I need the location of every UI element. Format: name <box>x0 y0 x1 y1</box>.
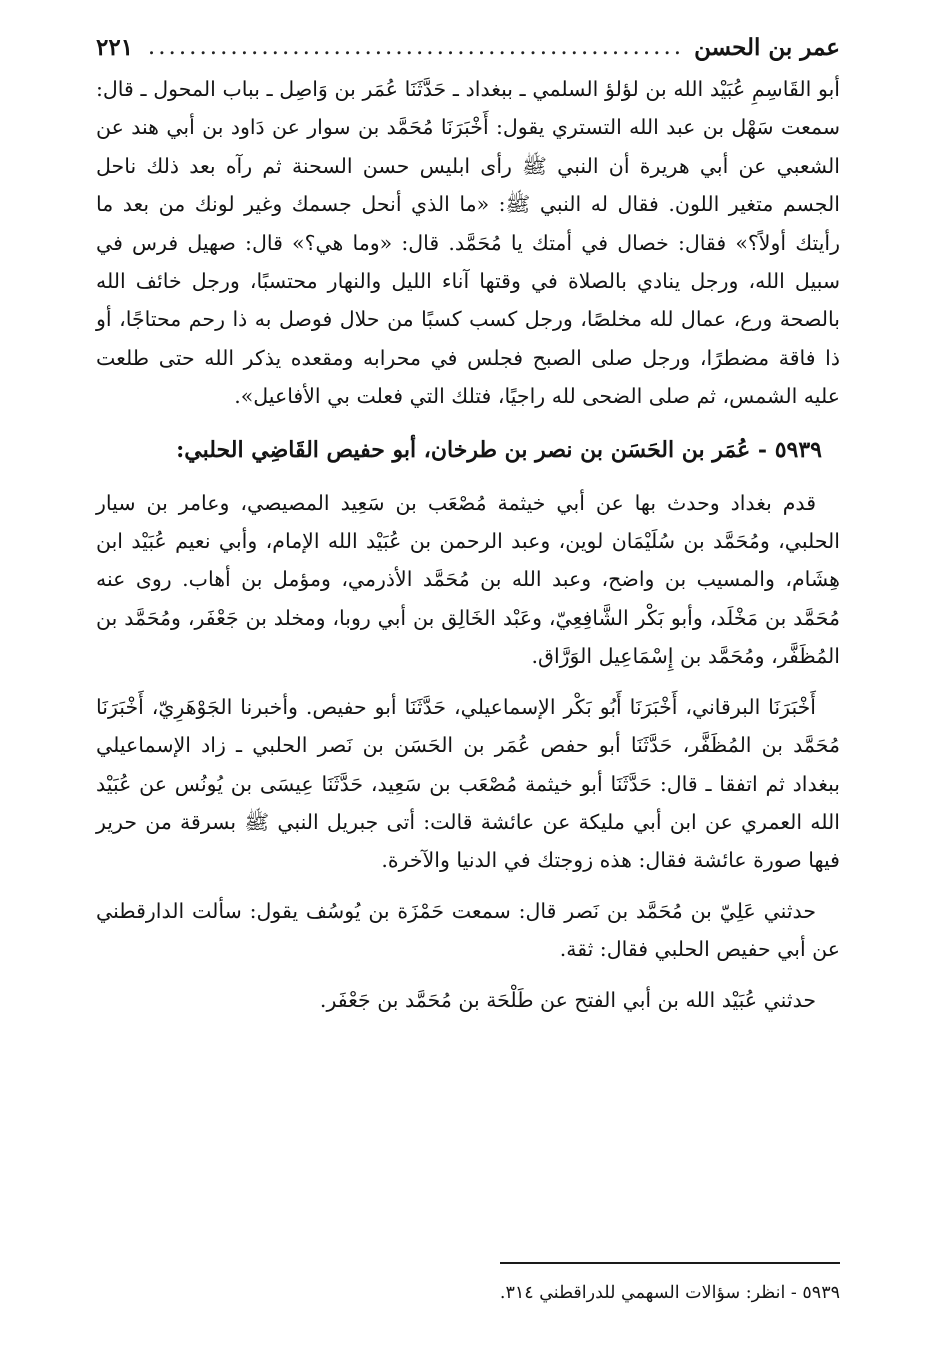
running-head-title: عمر بن الحسن <box>694 33 840 61</box>
grading-paragraph: حدثني عَلِيّ بن مُحَمَّد بن نَصر قال: سمعت حَمْزَة بن يُوسُف يقول: سألت الدارقطني عن أبي حفيص الحلبي فقال: ثقة. <box>96 898 840 962</box>
paragraph-gap <box>96 676 840 688</box>
paragraph-gap <box>96 880 840 892</box>
paragraph-gap <box>96 969 840 981</box>
running-head <box>96 30 840 64</box>
biography-paragraph: قدم بغداد وحدث بها عن أبي خيثمة مُصْعَب بن سَعِيد المصيصي، وعامر بن سيار الحلبي، ومُحَمَّد بن سُلَيْمَان لوين، وعبد الرحمن بن عُبَيْد الله الإمام، وأبي نعيم عُبَيْد ابن هِشَام، والمسيب بن واضح، وعبد الله بن مُحَمَّد الأذرمي، ومؤمل بن أهاب. روى عنه مُحَمَّد بن مَخْلَد، وأبو بَكْر الشَّافِعِيّ، وعَبْد الخَالِق بن أبي روبا، ومخلد بن جَعْفَر، ومُحَمَّد بن المُظَفَّر، ومُحَمَّد بن إِسْمَاعِيل الوَرَّاق. <box>96 490 841 669</box>
biography-entry-heading: ٥٩٣٩ - عُمَر بن الحَسَن بن نصر بن طرخان، أبو حفيص القَاضِي الحلبي: <box>176 436 822 463</box>
footnote: ٥٩٣٩ - انظر: سؤالات السهمي للدراقطني ٣١٤. <box>499 1283 840 1303</box>
main-text <box>96 70 840 1019</box>
isnad-paragraph: أَخْبَرَنَا البرقاني، أَخْبَرَنَا أَبُو بَكْر الإسماعيلي، حَدَّثَنَا أبو حفيص. وأخبرنا الجَوْهَرِيّ، أَخْبَرَنَا مُحَمَّد بن المُظَفَّر، حَدَّثَنَا أبو حفص عُمَر بن الحَسَن بن نَصر الحلبي ـ زاد الإسماعيلي ببغداد ثم اتفقا ـ قال: حَدَّثَنَا أبو خيثمة مُصْعَب بن سَعِيد، حَدَّثَنَا عِيسَى بن يُونُس عن عُبَيْد الله العمري عن ابن أبي مليكة عن عائشة قالت: أتى جبريل النبي ﷺ بسرقة من حرير فيها صورة عائشة فقال: هذه زوجتك في الدنيا والآخرة. <box>96 694 840 873</box>
leader-dots <box>143 34 684 60</box>
closing-paragraph: حدثني عُبَيْد الله بن أبي الفتح عن طَلْحَة بن مُحَمَّد بن جَعْفَر. <box>319 987 816 1012</box>
footnote-divider <box>500 1262 840 1264</box>
page-number: ٢٢١ <box>96 33 134 61</box>
hadith-paragraph: أبو القَاسِمِ عُبَيْد الله بن لؤلؤ السلمي ـ ببغداد ـ حَدَّثَنَا عُمَر بن وَاصِل ـ بباب المحول ـ قال: سمعت سَهْل بن عبد الله التستري يقول: أَخْبَرَنَا مُحَمَّد بن سوار عن دَاود بن أبي هند عن الشعبي عن أبي هريرة أن النبي ﷺ رأى ابليس حسن السحنة ثم رآه بعد ذلك ناحل الجسم متغير اللون. فقال له النبي ﷺ: «ما الذي أنحل جسمك وغير لونك من بعد ما رأيتك أولاً؟» فقال: خصال في أمتك يا مُحَمَّد. قال: «وما هي؟» قال: صهيل فرس في سبيل الله، ورجل ينادي بالصلاة في وقتها آناء الليل والنهار محتسبًا، ورجل خائف الله بالصحة ورع، عمال لله مخلصًا، ورجل كسب كسبًا من حلال فوصل به ذا رحم محتاجًا، أو ذا فاقة مضطرًا، ورجل صلى الصبح فجلس في محرابه ومقعده يذكر الله حتى طلعت عليه الشمس، ثم صلى الضحى لله راجيًا، فتلك التي فعلت بي الأفاعيل». <box>96 77 840 409</box>
